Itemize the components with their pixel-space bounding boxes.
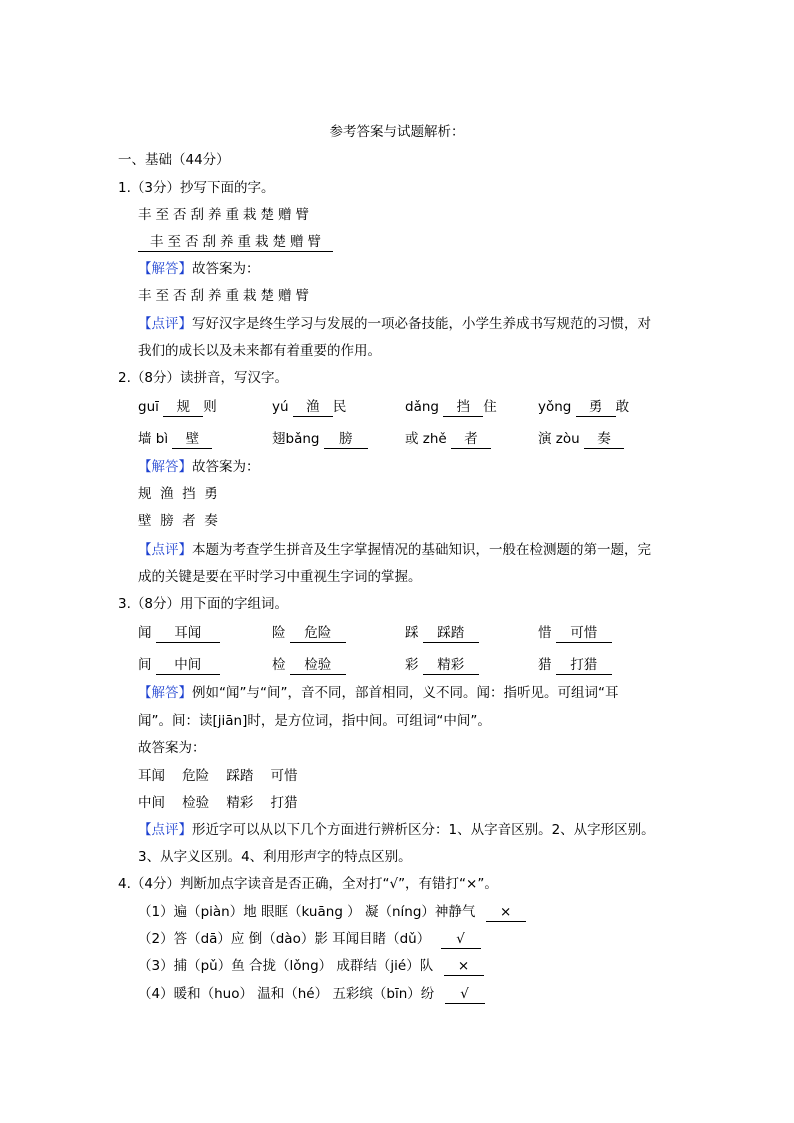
item-text: （2）答（dā）应 倒（dào）影 耳闻目睹（dǔ） xyxy=(138,931,431,947)
answer-blank: 壁 xyxy=(172,430,212,449)
pinyin: yú xyxy=(272,399,289,415)
answer-blank: 挡 xyxy=(443,398,483,417)
comment-text: 写好汉字是终生学习与发展的一项必备技能，小学生养成书写规范的习惯，对 xyxy=(192,316,651,332)
character: 间 xyxy=(138,657,152,673)
answer-blank: 危险 xyxy=(290,624,346,643)
q3-answer-cont: 故答案为： xyxy=(138,740,206,756)
character: 则 xyxy=(203,399,217,415)
q2-item xyxy=(538,397,629,417)
q2-item xyxy=(272,397,346,417)
q3-answer-row: 中间 检验 精彩 打猎 xyxy=(138,795,298,811)
comment-label: 【点评】 xyxy=(138,822,192,838)
q3-comment-cont: 3、从字义区别。4、利用形声字的特点区别。 xyxy=(138,849,412,865)
character: 闻 xyxy=(138,625,152,641)
character: 险 xyxy=(272,625,286,641)
q3-answer xyxy=(138,683,618,703)
q2-item xyxy=(138,397,217,417)
q2-answer-row: 规 渔 挡 勇 xyxy=(138,486,218,502)
answer-blank: 者 xyxy=(451,430,491,449)
q2-comment xyxy=(138,540,651,560)
character: 彩 xyxy=(405,657,419,673)
pinyin: 或 zhě xyxy=(405,431,447,447)
mark-blank: × xyxy=(486,903,526,922)
pinyin: dǎng xyxy=(405,399,439,415)
q2-item xyxy=(272,429,368,449)
page-title: 参考答案与试题解析： xyxy=(329,124,465,140)
comment-label: 【点评】 xyxy=(138,542,192,558)
comment-text: 本题为考查学生拼音及生字掌握情况的基础知识，一般在检测题的第一题，完 xyxy=(192,542,651,558)
q2-item xyxy=(405,397,497,417)
mark-blank: √ xyxy=(441,930,481,949)
character: 检 xyxy=(272,657,286,673)
pinyin: guī xyxy=(138,399,159,415)
q1-answer-characters: 丰至否刮养重栽楚赠臂 xyxy=(138,288,313,304)
item-text: （3）捕（pǔ）鱼 合拢（lǒng） 成群结（jié）队 xyxy=(138,958,434,974)
q3-item xyxy=(272,655,346,675)
character: 敢 xyxy=(615,399,630,415)
comment-text: 形近字可以从以下几个方面进行辨析区分：1、从字音区别。2、从字形区别。 xyxy=(192,822,655,838)
q1-stem: 1.（3分）抄写下面的字。 xyxy=(118,180,275,196)
answer-blank: 奏 xyxy=(584,430,624,449)
answer-blank: 膀 xyxy=(324,430,368,449)
pinyin: 翅bǎng xyxy=(272,431,320,447)
q3-item xyxy=(538,655,612,675)
q3-item xyxy=(538,623,612,643)
answer-label: 【解答】 xyxy=(138,261,192,277)
q3-item xyxy=(405,623,479,643)
q2-answer-row: 壁 膀 者 奏 xyxy=(138,513,218,529)
q1-copy-line xyxy=(138,232,333,252)
q2-item xyxy=(138,429,212,449)
q2-item xyxy=(405,429,491,449)
item-text: （4）暖和（huo） 温和（hé） 五彩缤（bīn）纷 xyxy=(138,986,435,1002)
answer-text: 故答案为： xyxy=(192,459,260,475)
q4-item xyxy=(138,902,526,922)
character: 踩 xyxy=(405,625,419,641)
answer-blank: 踩踏 xyxy=(423,624,479,643)
character: 民 xyxy=(332,399,347,415)
character: 住 xyxy=(483,399,497,415)
q3-stem: 3.（8分）用下面的字组词。 xyxy=(118,596,288,612)
character: 猎 xyxy=(538,657,552,673)
answer-blank: 打猎 xyxy=(556,656,612,675)
q3-item xyxy=(272,623,346,643)
answer-blank: 勇 xyxy=(576,398,616,417)
q4-item xyxy=(138,956,484,976)
answer-blank: 中间 xyxy=(156,656,220,675)
q4-item xyxy=(138,984,485,1004)
pinyin: 演 zòu xyxy=(538,431,580,447)
mark-blank: × xyxy=(444,957,484,976)
section-heading: 一、基础（44分） xyxy=(118,152,230,168)
character: 惜 xyxy=(538,625,552,641)
comment-label: 【点评】 xyxy=(138,316,192,332)
q3-answer-row: 耳闻 危险 踩踏 可惜 xyxy=(138,768,298,784)
answer-blank: 可惜 xyxy=(556,624,612,643)
answer-blank: 规 xyxy=(163,398,203,417)
answer-blank: 渔 xyxy=(293,398,333,417)
q4-item xyxy=(138,929,481,949)
q4-stem: 4.（4分）判断加点字读音是否正确，全对打“√”，有错打“×”。 xyxy=(118,876,498,892)
q3-answer-cont: 闻”。间：读[jiān]时，是方位词，指中间。可组词“中间”。 xyxy=(138,713,491,729)
answer-blank: 检验 xyxy=(290,656,346,675)
q2-stem: 2.（8分）读拼音，写汉字。 xyxy=(118,370,288,386)
q2-item xyxy=(538,429,624,449)
q3-item xyxy=(138,623,220,643)
answer-blank: 精彩 xyxy=(423,656,479,675)
answer-text: 例如“闻”与“间”，音不同，部首相同，义不同。闻：指听见。可组词“耳 xyxy=(192,685,619,701)
q2-comment-cont: 成的关键是要在平时学习中重视生字词的掌握。 xyxy=(138,569,422,585)
q3-item xyxy=(138,655,220,675)
q3-item xyxy=(405,655,479,675)
answer-text: 故答案为： xyxy=(192,261,260,277)
pinyin: 墙 bì xyxy=(138,431,169,447)
q1-copy-answer: 丰至否刮养重栽楚赠臂 xyxy=(138,233,333,252)
pinyin: yǒng xyxy=(538,399,572,415)
answer-label: 【解答】 xyxy=(138,685,192,701)
answer-blank: 耳闻 xyxy=(156,624,220,643)
q3-comment xyxy=(138,820,655,840)
item-text: （1）遍（piàn）地 眼眶（kuāng ） 凝（níng）神静气 xyxy=(138,904,476,920)
answer-label: 【解答】 xyxy=(138,459,192,475)
q1-comment-cont: 我们的成长以及未来都有着重要的作用。 xyxy=(138,343,381,359)
q1-characters: 丰至否刮养重栽楚赠臂 xyxy=(138,207,313,223)
mark-blank: √ xyxy=(445,985,485,1004)
q1-comment xyxy=(138,314,651,334)
q2-answer xyxy=(138,457,260,477)
q1-answer xyxy=(138,259,260,279)
